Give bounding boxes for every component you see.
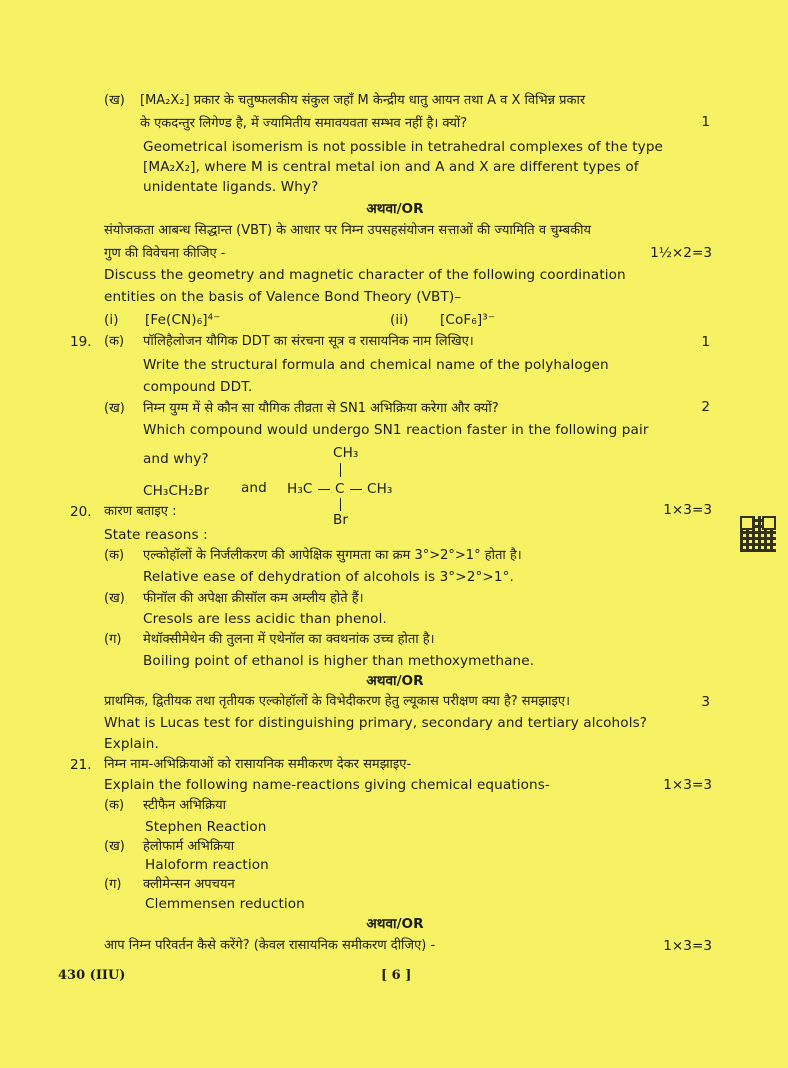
or2-marks: 3 — [701, 694, 710, 710]
q19b-en1: Which compound would undergo SN1 reaction faster in the following pair — [143, 422, 649, 438]
q21b-en: Haloform reaction — [145, 857, 269, 873]
q21a-hindi: स्टीफैन अभिक्रिया — [143, 798, 227, 813]
q20b-en: Cresols are less acidic than phenol. — [143, 611, 387, 627]
page-number: [ 6 ] — [381, 968, 412, 983]
or1-opt2: [CoF₆]³⁻ — [440, 312, 496, 328]
compound-ethyl-bromide: CH₃CH₂Br — [143, 483, 210, 499]
q18b-hindi-line2: के एकदन्तुर लिगेण्ड है, में ज्यामितीय समावयवता सम्भव नहीं है। क्यों? — [140, 116, 468, 131]
tbutyl-h3c-left: H₃C — [287, 481, 313, 497]
or-heading-1: अथवा/OR — [366, 201, 424, 217]
q20-number: 20. — [70, 504, 92, 520]
or2-en1: What is Lucas test for distinguishing primary, secondary and tertiary alcohols? — [104, 715, 648, 731]
tbutyl-ch3-right: CH₃ — [367, 481, 393, 497]
q19a-label: (क) — [104, 334, 125, 349]
or2-hindi: प्राथमिक, द्वितीयक तथा तृतीयक एल्कोहॉलों के विभेदीकरण हेतु ल्यूकास परीक्षण क्या है? समझाइए। — [104, 694, 571, 709]
paper-code: 430 (IIU) — [58, 968, 126, 983]
q20a-hindi: एल्कोहॉलों के निर्जलीकरण की आपेक्षिक सुगमता का क्रम 3°>2°>1° होता है। — [143, 548, 522, 563]
q19b-label: (ख) — [104, 401, 125, 416]
q21a-en: Stephen Reaction — [145, 819, 267, 835]
q20-en: State reasons : — [104, 527, 208, 543]
q18b-marks: 1 — [701, 114, 710, 130]
q19a-hindi: पॉलिहैलोजन यौगिक DDT का संरचना सूत्र व रासायनिक नाम लिखिए। — [143, 334, 474, 349]
or1-marks: 1½×2=3 — [650, 245, 712, 261]
q21-number: 21. — [70, 757, 92, 773]
or1-hindi-line2: गुण की विवेचना कीजिए - — [104, 246, 226, 261]
q21c-label: (ग) — [104, 877, 122, 892]
tbutyl-br-bottom: Br — [333, 512, 349, 528]
q18b-en-line3: unidentate ligands. Why? — [143, 179, 319, 195]
q21a-label: (क) — [104, 798, 125, 813]
q19-number: 19. — [70, 334, 92, 350]
bond-left — [318, 489, 330, 490]
q21b-label: (ख) — [104, 839, 125, 854]
q20c-hindi: मेथॉक्सीमेथेन की तुलना में एथेनॉल का क्वथनांक उच्च होता है। — [143, 632, 435, 647]
q19b-en2: and why? — [143, 451, 209, 467]
q19b-marks: 2 — [701, 399, 710, 415]
q18b-hindi-line1: [MA₂X₂] प्रकार के चतुष्फलकीय संकुल जहाँ M केन्द्रीय धातु आयन तथा A व X विभिन्न प्रकार — [140, 93, 586, 108]
q21c-hindi: क्लीमेन्सन अपचयन — [143, 877, 235, 892]
or1-en-line2: entities on the basis of Valence Bond Theory (VBT)– — [104, 289, 462, 305]
q21-marks: 1×3=3 — [663, 777, 712, 793]
q18b-label: (ख) — [104, 93, 125, 108]
q18b-en-line2: [MA₂X₂], where M is central metal ion and A and X are different types of — [143, 159, 639, 175]
q21c-en: Clemmensen reduction — [145, 896, 305, 912]
q19a-en2: compound DDT. — [143, 379, 253, 395]
or3-marks: 1×3=3 — [663, 938, 712, 954]
q19a-en1: Write the structural formula and chemical name of the polyhalogen — [143, 357, 609, 373]
q20b-label: (ख) — [104, 591, 125, 606]
q19a-marks: 1 — [701, 334, 710, 350]
bond-top — [340, 463, 341, 477]
q20a-en: Relative ease of dehydration of alcohols is 3°>2°>1°. — [143, 569, 514, 585]
q20a-label: (क) — [104, 548, 125, 563]
or3-hindi: आप निम्न परिवर्तन कैसे करेंगे? (केवल रासायनिक समीकरण दीजिए) - — [104, 938, 436, 953]
q18b-en-line1: Geometrical isomerism is not possible in tetrahedral complexes of the type — [143, 139, 664, 155]
q21-en: Explain the following name-reactions giving chemical equations- — [104, 777, 550, 793]
q19b-hindi: निम्न युग्म में से कौन सा यौगिक तीव्रता से SN1 अभिक्रिया करेगा और क्यों? — [143, 401, 499, 416]
or-heading-2: अथवा/OR — [366, 673, 424, 689]
tbutyl-center-carbon: C — [335, 481, 345, 497]
q20c-label: (ग) — [104, 632, 122, 647]
or1-opt2-label: (ii) — [390, 312, 409, 328]
q20c-en: Boiling point of ethanol is higher than methoxymethane. — [143, 653, 535, 669]
tbutyl-ch3-top: CH₃ — [333, 445, 359, 461]
qr-code-image — [740, 516, 776, 552]
or2-en2: Explain. — [104, 736, 159, 752]
or1-opt1: [Fe(CN)₆]⁴⁻ — [145, 312, 221, 328]
or-heading-3: अथवा/OR — [366, 916, 424, 932]
or1-en-line1: Discuss the geometry and magnetic character of the following coordination — [104, 267, 626, 283]
or1-hindi-line1: संयोजकता आबन्ध सिद्धान्त (VBT) के आधार पर निम्न उपसहसंयोजन सत्ताओं की ज्यामिति व चुम्बकीय — [104, 223, 591, 238]
bond-bottom — [340, 498, 341, 511]
and-text: and — [241, 480, 267, 496]
or1-opt1-label: (i) — [104, 312, 119, 328]
q21-hindi: निम्न नाम-अभिक्रियाओं को रासायनिक समीकरण देकर समझाइए- — [104, 757, 412, 772]
q21b-hindi: हेलोफार्म अभिक्रिया — [143, 839, 235, 854]
q20b-hindi: फीनॉल की अपेक्षा क्रीसॉल कम अम्लीय होते हैं। — [143, 591, 364, 606]
q20-marks: 1×3=3 — [663, 502, 712, 518]
bond-right — [350, 489, 362, 490]
q20-hindi: कारण बताइए : — [104, 504, 177, 519]
